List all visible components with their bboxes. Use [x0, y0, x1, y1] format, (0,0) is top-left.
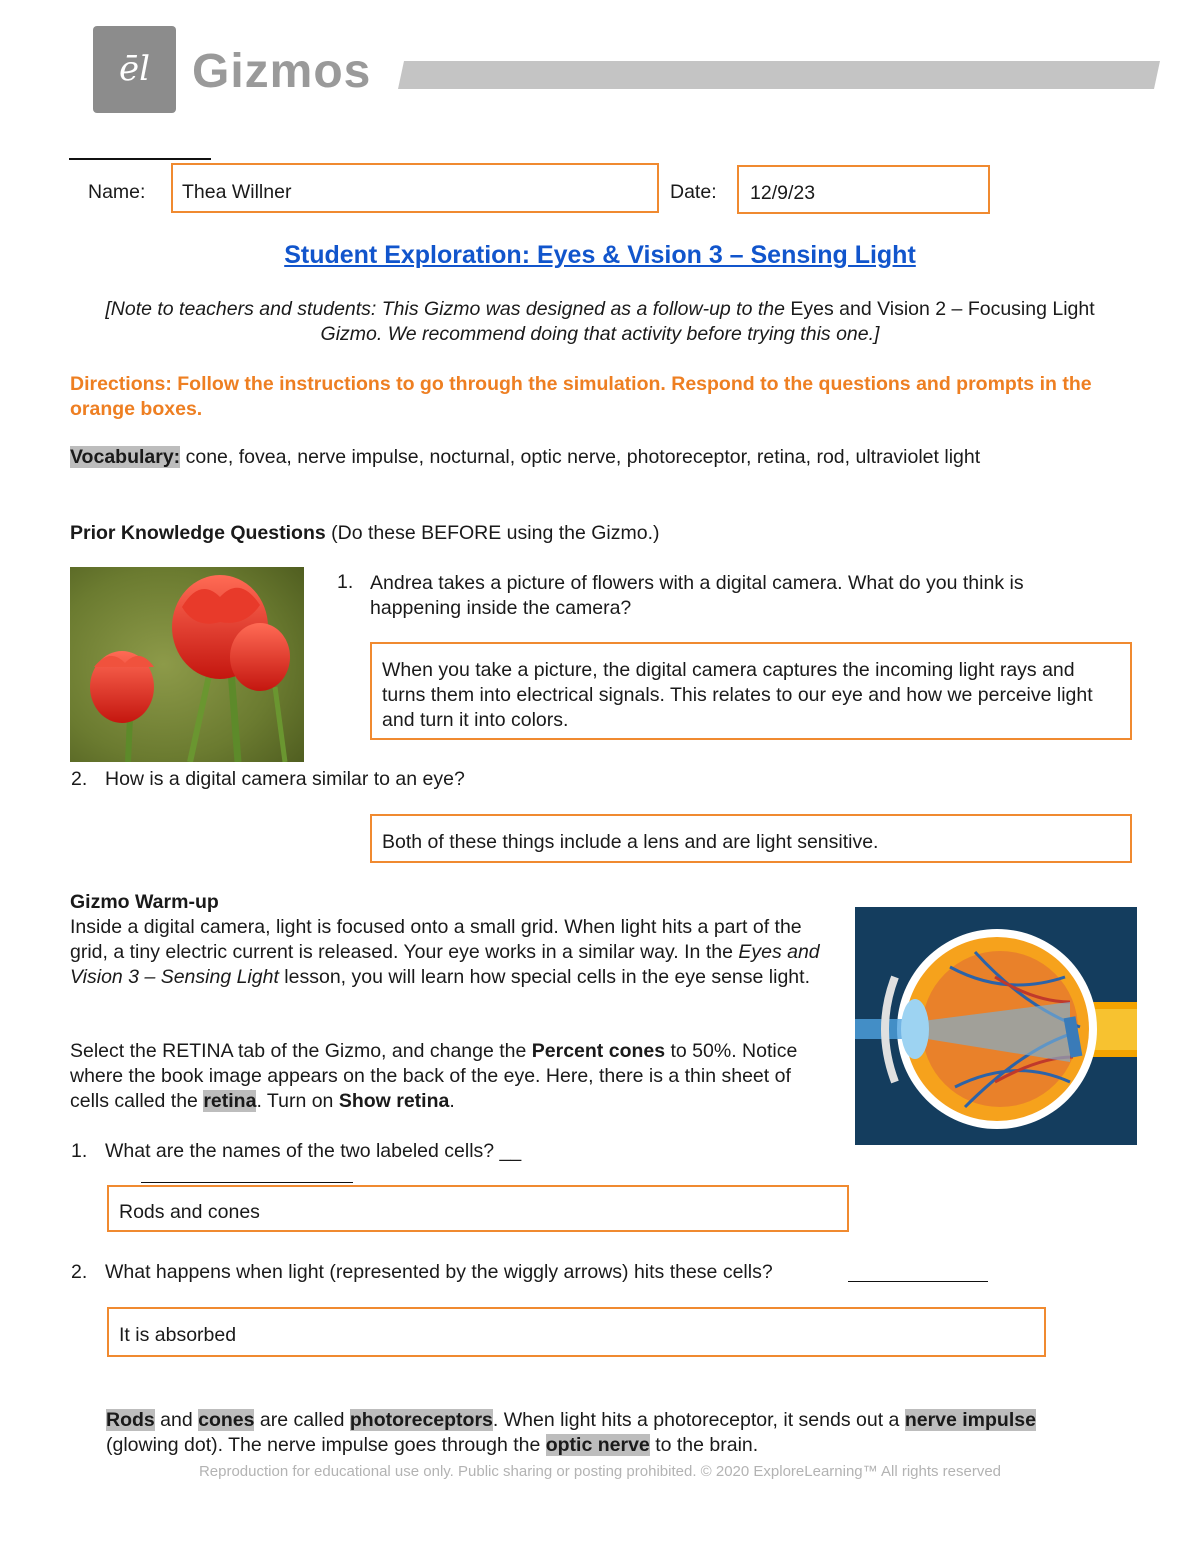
term-nerve-impulse: nerve impulse — [904, 1409, 1036, 1431]
term-photoreceptors: photoreceptors — [349, 1409, 493, 1431]
top-rule — [69, 158, 211, 160]
warmup-p2a: Select the RETINA tab of the Gizmo, and change the — [70, 1040, 532, 1062]
term-rods: Rods — [106, 1409, 155, 1431]
warmup-p1b: Eyes and Vision 3 – Sensing Light — [70, 941, 820, 988]
directions: Directions: Follow the instructions to go through the simulation. Respond to the questions and prompts in the orange boxes. — [70, 373, 1092, 420]
warmup-q1-number: 1. — [71, 1140, 88, 1162]
date-label: Date: — [670, 181, 717, 203]
prior-q1-text: Andrea takes a picture of flowers with a digital camera. What do you think is happening inside the camera? — [370, 572, 1024, 619]
warmup-q1-text: What are the names of the two labeled cells? __ — [105, 1140, 522, 1162]
prior-q2-answer[interactable]: Both of these things include a lens and are light sensitive. — [370, 814, 1132, 863]
tulips-image — [70, 567, 304, 762]
note-part1: [Note to teachers and students: This Gizmo was designed as a follow-up to the — [105, 298, 791, 320]
prior-knowledge-heading — [70, 522, 660, 545]
warmup-p2e: . Turn on — [256, 1090, 339, 1112]
photo-t3: . When light hits a photoreceptor, it sends out a — [492, 1409, 905, 1431]
prior-subheading: (Do these BEFORE using the Gizmo.) — [325, 522, 660, 544]
vocabulary — [70, 446, 980, 469]
logo-mark: ēl — [119, 49, 150, 89]
photo-t1: and — [154, 1409, 199, 1431]
name-field[interactable]: Thea Willner — [171, 163, 659, 213]
photoreceptor-paragraph — [106, 1408, 1066, 1458]
prior-q2-text: How is a digital camera similar to an eye? — [105, 768, 465, 790]
vocabulary-label: Vocabulary: — [70, 446, 181, 468]
warmup-paragraph-2 — [70, 1039, 835, 1114]
warmup-q2-text: What happens when light (represented by the wiggly arrows) hits these cells? — [105, 1261, 773, 1283]
term-optic-nerve: optic nerve — [545, 1434, 650, 1456]
photo-t2: are called — [254, 1409, 350, 1431]
warmup-p2f: Show retina — [338, 1090, 450, 1112]
warmup-heading: Gizmo Warm-up — [70, 891, 219, 913]
eye-diagram-image — [855, 907, 1137, 1145]
prior-q1-answer[interactable]: When you take a picture, the digital camera captures the incoming light rays and turns them into electrical signals. This relates to our eye and how we perceive light and turn it into colors. — [370, 642, 1132, 740]
photo-t5: to the brain. — [649, 1434, 759, 1456]
warmup-p2g: . — [449, 1090, 455, 1112]
warmup-p2b: Percent cones — [531, 1040, 666, 1062]
photo-t4: (glowing dot). The nerve impulse goes through the — [106, 1434, 546, 1456]
footer-copyright: Reproduction for educational use only. Public sharing or posting prohibited. © 2020 ExploreLearning™ All rights reserved — [198, 1463, 1002, 1480]
name-label: Name: — [88, 181, 146, 203]
vocabulary-terms: cone, fovea, nerve impulse, nocturnal, optic nerve, photoreceptor, retina, rod, ultraviolet light — [180, 446, 981, 468]
warmup-q1-blank-line — [141, 1182, 353, 1183]
warmup-p1c: lesson, you will learn how special cells in the eye sense light. — [278, 966, 810, 988]
term-cones: cones — [198, 1409, 255, 1431]
warmup-q2-answer[interactable]: It is absorbed — [107, 1307, 1046, 1357]
prior-heading: Prior Knowledge Questions — [70, 522, 326, 544]
warmup-p2d: retina — [203, 1090, 257, 1112]
warmup-paragraph-1 — [70, 915, 835, 990]
prior-q2-number: 2. — [71, 768, 88, 790]
warmup-p1a: Inside a digital camera, light is focused onto a small grid. When light hits a part of the grid, a tiny electric current is released. Your eye works in a similar way. In the — [70, 916, 802, 963]
warmup-q2-blank-line — [848, 1281, 988, 1282]
prior-q1-number: 1. — [337, 571, 354, 593]
date-field[interactable]: 12/9/23 — [737, 165, 990, 214]
header-bar — [398, 61, 1160, 89]
note-part3: Gizmo. We recommend doing that activity before trying this one.] — [320, 323, 880, 345]
page-title: Student Exploration: Eyes & Vision 3 – Sensing Light — [284, 241, 916, 269]
warmup-p2c: to 50%. Notice where the book image appears on the back of the eye. Here, there is a thin sheet of cells called the — [70, 1040, 798, 1112]
brand-name: Gizmos — [192, 45, 372, 98]
warmup-q2-number: 2. — [71, 1261, 88, 1283]
gizmos-logo — [93, 26, 176, 113]
note-part2: Eyes and Vision 2 – Focusing Light — [790, 298, 1095, 320]
teacher-note — [90, 297, 1110, 347]
warmup-q1-answer[interactable]: Rods and cones — [107, 1185, 849, 1232]
